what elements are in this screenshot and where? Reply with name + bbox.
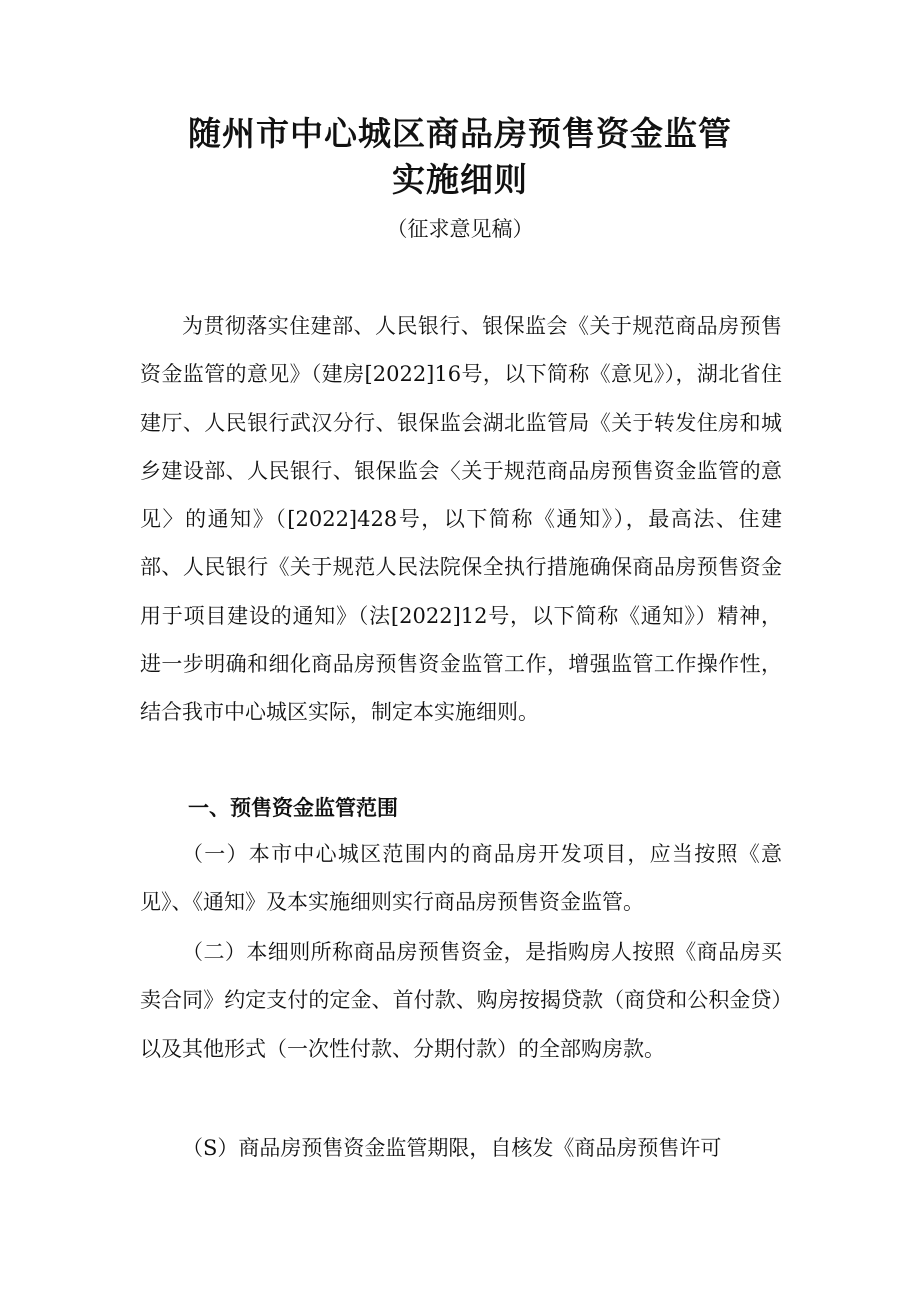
section1-item1: （一）本市中心城区范围内的商品房开发项目，应当按照《意见》、《通知》及本实施细则实行商品房预售资金监管。: [140, 842, 782, 915]
section1-item2: （二）本细则所称商品房预售资金，是指购房人按照《商品房买卖合同》约定支付的定金、首付款、购房按揭贷款（商贷和公积金贷）以及其他形式（一次性付款、分期付款）的全部购房款。: [140, 940, 782, 1061]
document-subtitle: （征求意见稿）: [386, 217, 534, 241]
document-title-line2: 实施细则: [392, 160, 528, 199]
intro-paragraph: 为贯彻落实住建部、人民银行、银保监会《关于规范商品房预售资金监管的意见》（建房[2022]16号，以下简称《意见》），湖北省住建厅、人民银行武汉分行、银保监会湖北监管局《关于转发住房和城乡建设部、人民银行、银保监会〈关于规范商品房预售资金监管的意见〉的通知》（[2022]428号，以下简称《通知》），最高法、住建部、人民银行《关于规范人民法院保全执行措施确保商品房预售资金用于项目建设的通知》（法[2022]12号，以下简称《通知》）精神，进一步明确和细化商品房预售资金监管工作，增强监管工作操作性，结合我市中心城区实际，制定本实施细则。: [140, 314, 782, 725]
section1-heading: 一、预售资金监管范围: [188, 796, 398, 820]
document-title-line1: 随州市中心城区商品房预售资金监管: [188, 114, 732, 153]
section1-item3: （S）商品房预售资金监管期限，自核发《商品房预售许可: [182, 1136, 722, 1160]
